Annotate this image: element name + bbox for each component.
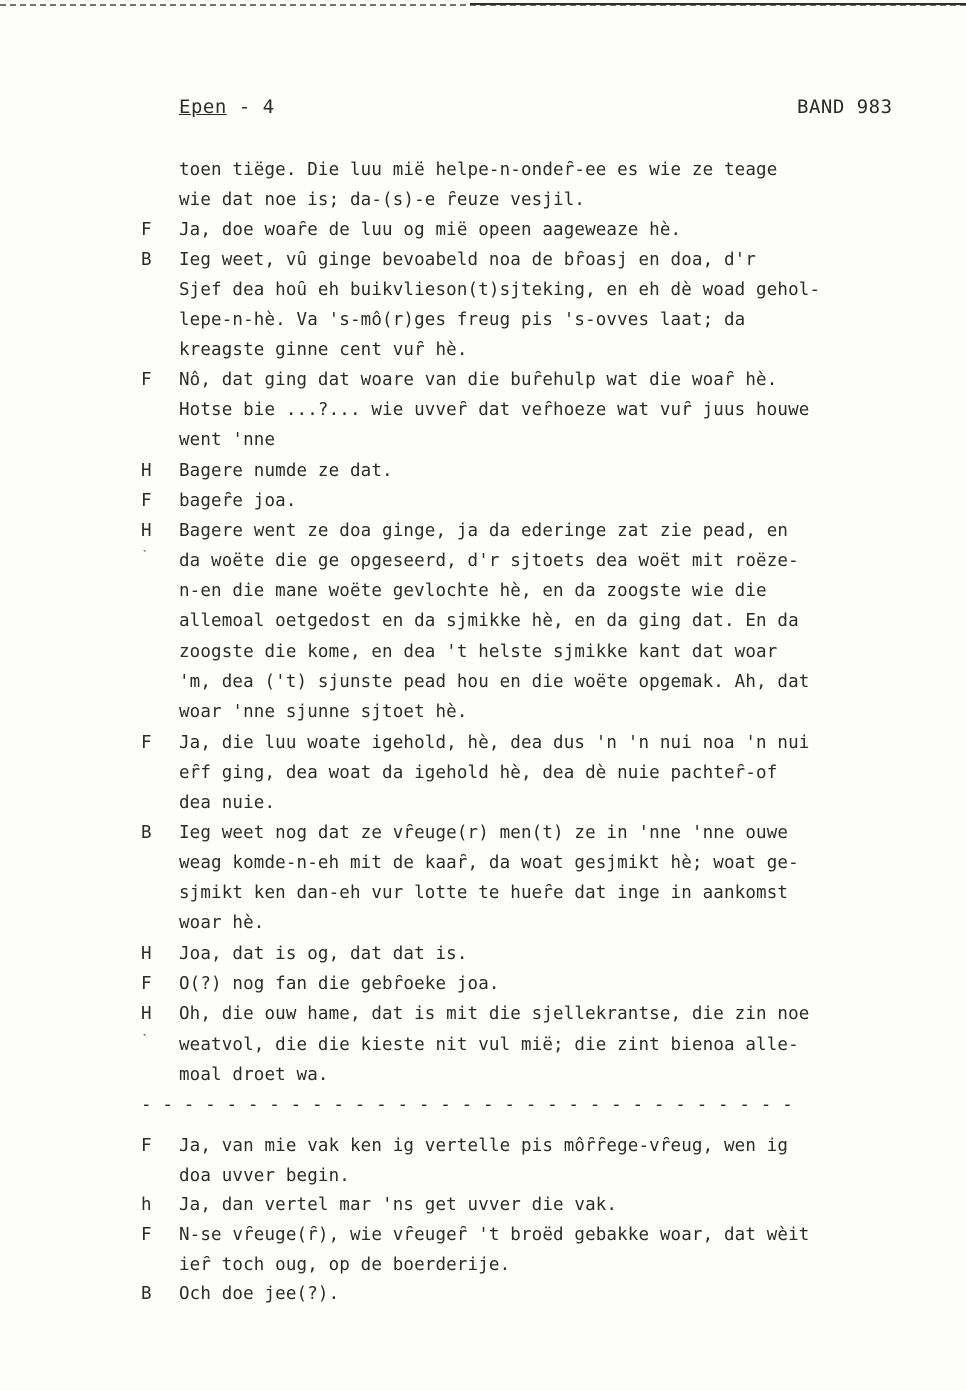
transcript-line: doa uvver begin. (179, 1166, 350, 1186)
transcript-line: woar hè. (179, 913, 265, 933)
speaker-label: F (141, 1136, 152, 1156)
margin-tick-mark: ˋ (141, 1032, 150, 1048)
transcript-line: weatvol, die die kieste nit vul mië; die zint bienoa alle- (179, 1035, 799, 1055)
speaker-label: H (141, 461, 152, 481)
top-solid-rule (470, 3, 966, 5)
transcript-line: went 'nne (179, 430, 276, 450)
transcript-line: Oh, die ouw hame, dat is mit die sjellekrantse, die zin noe (179, 1004, 810, 1024)
transcript-line: Ieg weet, vȗ ginge bevoabeld noa de bȓoasj en doa, d'r (179, 250, 757, 270)
margin-tick-mark: ˋ (141, 548, 150, 564)
speaker-label: H (141, 521, 152, 541)
transcript-line: allemoal oetgedost en da sjmikke hè, en da ging dat. En da (179, 611, 799, 631)
transcript-line: bageȓe joa. (179, 491, 297, 511)
speaker-label: h (141, 1195, 152, 1215)
speaker-label: F (141, 974, 152, 994)
transcript-line: sjmikt ken dan-eh vur lotte te hueȓe dat inge in aankomst (179, 883, 789, 903)
transcript-line: lepe-n-hè. Va 's-mô(r)ges freug pis 's-ovves laat; da (179, 310, 746, 330)
transcript-line: Bagere numde ze dat. (179, 461, 393, 481)
transcript-line: weag komde-n-eh mit de kaaȓ, da woat gesjmikt hè; woat ge- (179, 853, 799, 873)
transcript-line: Och doe jee(?). (179, 1284, 340, 1304)
transcript-line: Nô, dat ging dat woare van die buȓehulp wat die woaȓ hè. (179, 370, 778, 390)
transcript-line: ieȓ toch oug, op de boerderije. (179, 1255, 511, 1275)
header-page-number: - 4 (226, 96, 275, 118)
speaker-label: F (141, 220, 152, 240)
transcript-line: kreagste ginne cent vuȓ hè. (179, 340, 468, 360)
transcript-line: Joa, dat is og, dat dat is. (179, 944, 468, 964)
speaker-label: B (141, 823, 152, 843)
speaker-label: F (141, 733, 152, 753)
transcript-line: N-se vȓeuge(ȓ), wie vȓeugeȓ 't broëd gebakke woar, dat wèit (179, 1225, 810, 1245)
transcript-line: O(?) nog fan die gebȓoeke joa. (179, 974, 500, 994)
speaker-label: F (141, 1225, 152, 1245)
transcript-line: Ja, doe woaȓe de luu og mië opeen aageweaze hè. (179, 220, 682, 240)
transcript-line: toen tiëge. Die luu mië helpe-n-ondeȓ-ee es wie ze teage (179, 160, 778, 180)
header-location: Epen (179, 96, 227, 118)
section-separator: - - - - - - - - - - - - - - - - - - - - - - - - - - - - - - - (141, 1095, 793, 1115)
speaker-label: B (141, 1284, 152, 1304)
speaker-label: F (141, 491, 152, 511)
transcript-line: Sjef dea hoȗ eh buikvlieson(t)sjteking, en eh dè woad gehol- (179, 280, 821, 300)
transcript-line: moal droet wa. (179, 1065, 329, 1085)
page-header-left (179, 96, 275, 118)
transcript-line: eȓf ging, dea woat da igehold hè, dea dè nuie pachteȓ-of (179, 763, 778, 783)
transcript-line: dea nuie. (179, 793, 276, 813)
speaker-label: B (141, 250, 152, 270)
transcript-line: da woëte die ge opgeseerd, d'r sjtoets dea woët mit roëze- (179, 551, 799, 571)
transcript-line: n-en die mane woëte gevlochte hè, en da zoogste wie die (179, 581, 767, 601)
transcript-line: Ja, dan vertel mar 'ns get uvver die vak. (179, 1195, 618, 1215)
speaker-label: H (141, 944, 152, 964)
transcript-line: woar 'nne sjunne sjtoet hè. (179, 702, 468, 722)
transcript-line: Bagere went ze doa ginge, ja da ederinge zat zie pead, en (179, 521, 789, 541)
transcript-line: Hotse bie ...?... wie uvveȓ dat veȓhoeze wat vuȓ juus houwe (179, 400, 810, 420)
transcript-line: Ja, van mie vak ken ig vertelle pis môȓȓege-vȓeug, wen ig (179, 1136, 789, 1156)
page-header-band: BAND 983 (797, 96, 893, 118)
transcript-line: wie dat noe is; da-(s)-e ȓeuze vesjil. (179, 190, 586, 210)
transcript-line: Ja, die luu woate igehold, hè, dea dus 'n 'n nui noa 'n nui (179, 733, 810, 753)
speaker-label: H (141, 1004, 152, 1024)
transcript-line: 'm, dea ('t) sjunste pead hou en die woëte opgemak. Ah, dat (179, 672, 810, 692)
speaker-label: F (141, 370, 152, 390)
transcript-line: zoogste die kome, en dea 't helste sjmikke kant dat woar (179, 642, 778, 662)
transcript-line: Ieg weet nog dat ze vȓeuge(r) men(t) ze in 'nne 'nne ouwe (179, 823, 789, 843)
